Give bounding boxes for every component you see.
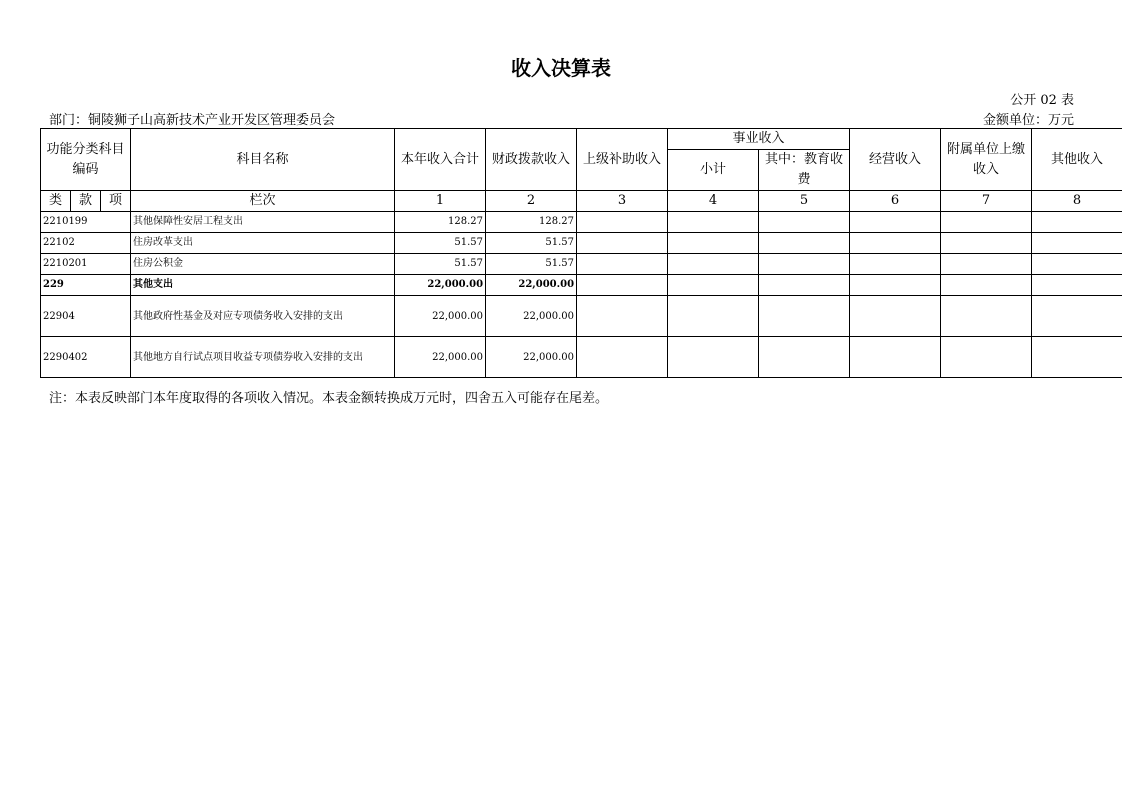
income-table (40, 128, 1122, 378)
header-total: 本年收入合计 (395, 129, 486, 191)
header-code: 功能分类科目编码 (41, 129, 131, 191)
col-number: 8 (1032, 191, 1122, 212)
row-code: 22904 (41, 296, 131, 337)
row-code: 229 (41, 275, 131, 296)
amount-unit-label: 金额单位：万元 (982, 113, 1074, 128)
header-fiscal: 财政拨款收入 (486, 129, 577, 191)
row-total: 51.57 (395, 233, 486, 254)
row-code: 2210201 (41, 254, 131, 275)
row-fiscal: 128.27 (486, 212, 577, 233)
footnote: 注：本表反映部门本年度取得的各项收入情况。本表金额转换成万元时，四舍五入可能存在尾差。 (49, 391, 609, 406)
table-row (41, 337, 1122, 378)
row-fiscal: 51.57 (486, 233, 577, 254)
row-name: 其他保障性安居工程支出 (131, 212, 395, 233)
row-name: 其他支出 (131, 275, 395, 296)
col-number: 4 (668, 191, 759, 212)
header-xiang: 项 (101, 191, 131, 212)
row-code: 2290402 (41, 337, 131, 378)
header-subtotal: 小计 (668, 150, 759, 191)
row-total: 51.57 (395, 254, 486, 275)
table-row (41, 212, 1122, 233)
row-code: 2210199 (41, 212, 131, 233)
col-number: 7 (941, 191, 1032, 212)
form-number: 公开 02 表 (1010, 93, 1074, 108)
report-title: 收入决算表 (511, 56, 611, 80)
col-number: 1 (395, 191, 486, 212)
row-name: 住房改革支出 (131, 233, 395, 254)
header-edu-fee: 其中：教育收费 (759, 150, 850, 191)
department-label: 部门：铜陵狮子山高新技术产业开发区管理委员会 (49, 113, 336, 128)
table-row (41, 275, 1122, 296)
row-fiscal: 22,000.00 (486, 296, 577, 337)
header-lanci: 栏次 (131, 191, 395, 212)
header-affiliated: 附属单位上缴收入 (941, 129, 1032, 191)
col-number: 3 (577, 191, 668, 212)
row-code: 22102 (41, 233, 131, 254)
row-name: 其他地方自行试点项目收益专项债券收入安排的支出 (131, 337, 395, 378)
row-total: 128.27 (395, 212, 486, 233)
row-name: 其他政府性基金及对应专项债务收入安排的支出 (131, 296, 395, 337)
header-kuan: 款 (71, 191, 101, 212)
table-row (41, 296, 1122, 337)
row-total: 22,000.00 (395, 275, 486, 296)
col-number: 6 (850, 191, 941, 212)
header-operating: 经营收入 (850, 129, 941, 191)
table-row (41, 254, 1122, 275)
header-business-income: 事业收入 (668, 129, 850, 150)
header-upper-subsidy: 上级补助收入 (577, 129, 668, 191)
header-other: 其他收入 (1032, 129, 1122, 191)
table-row (41, 233, 1122, 254)
row-name: 住房公积金 (131, 254, 395, 275)
row-total: 22,000.00 (395, 296, 486, 337)
row-fiscal: 22,000.00 (486, 337, 577, 378)
row-fiscal: 51.57 (486, 254, 577, 275)
header-name: 科目名称 (131, 129, 395, 191)
col-number: 2 (486, 191, 577, 212)
col-number: 5 (759, 191, 850, 212)
row-total: 22,000.00 (395, 337, 486, 378)
header-lei: 类 (41, 191, 71, 212)
row-fiscal: 22,000.00 (486, 275, 577, 296)
